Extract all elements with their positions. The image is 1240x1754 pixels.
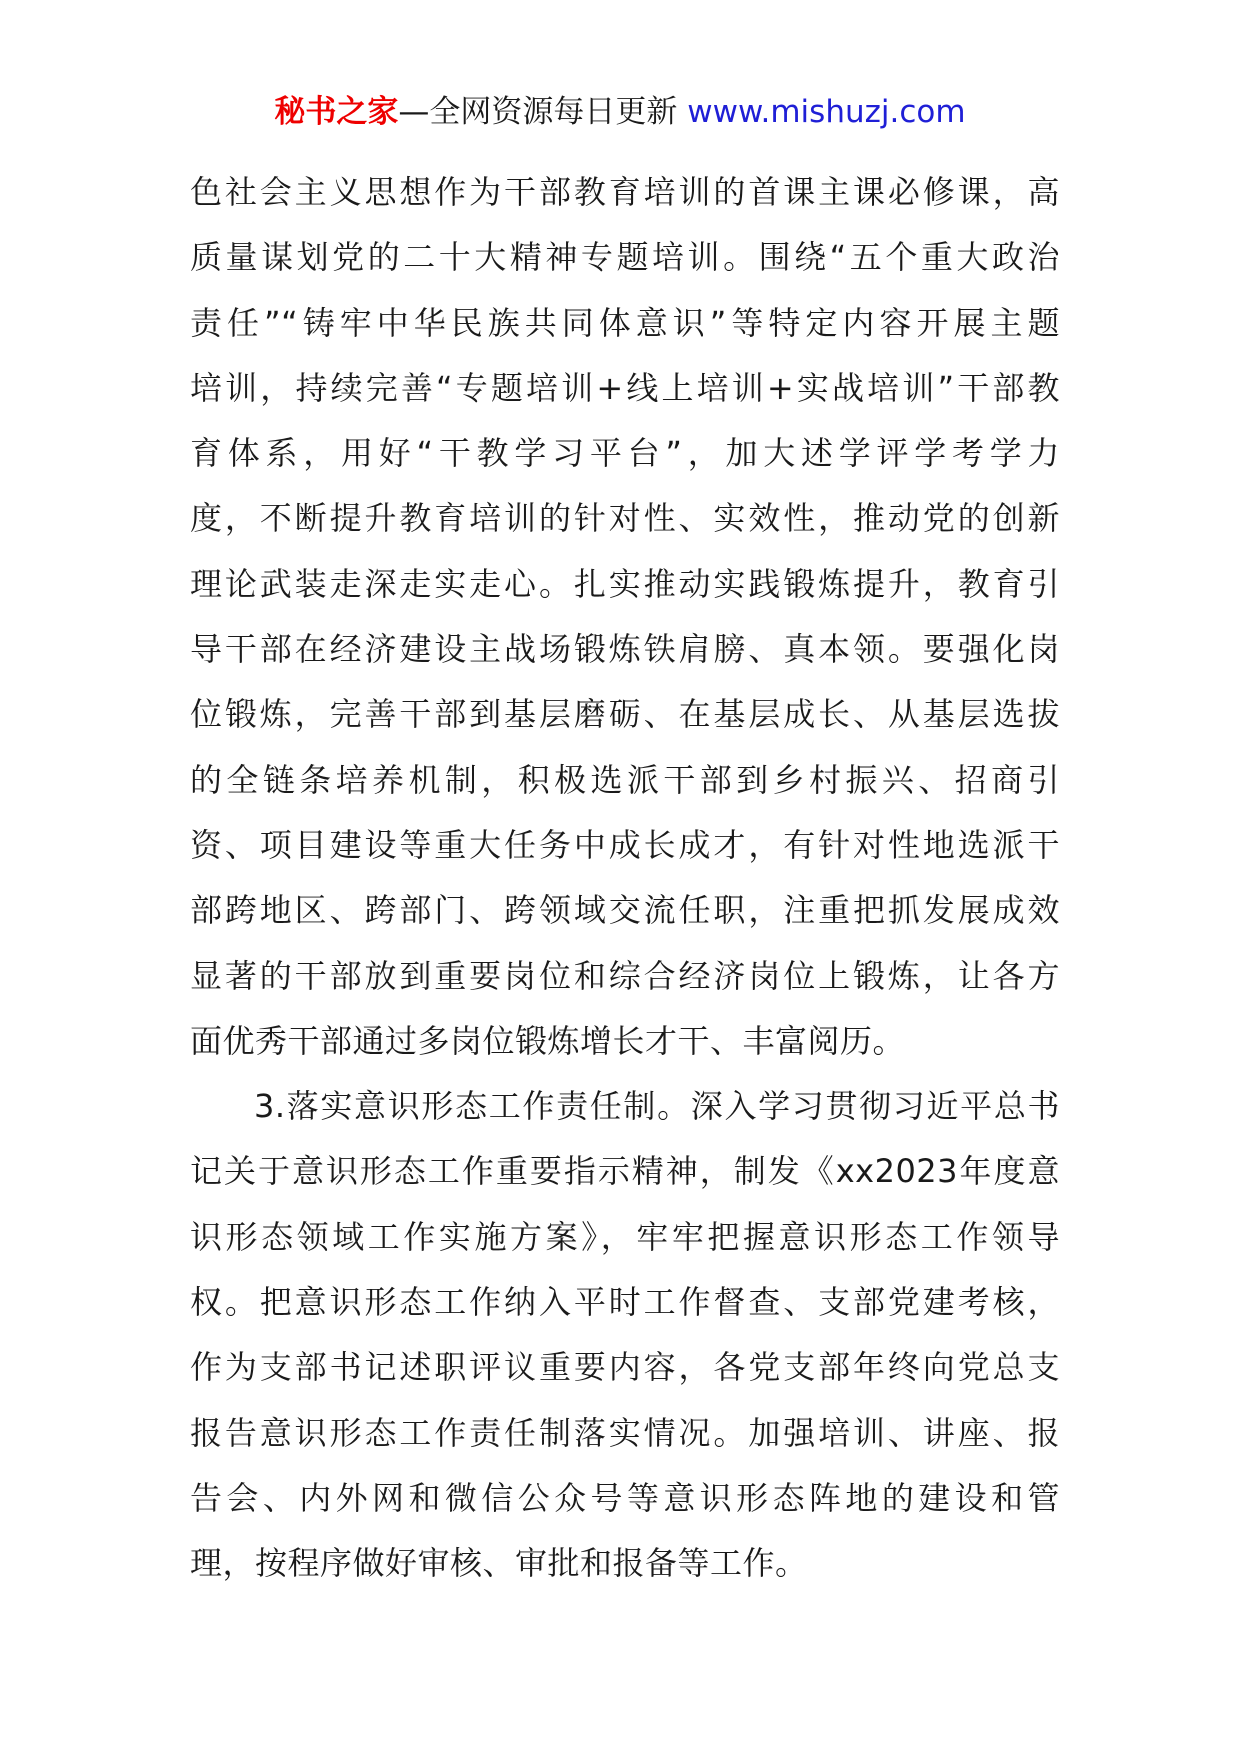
text-line: 报告意识形态工作责任制落实情况。加强培训、讲座、报 [190, 1413, 1060, 1452]
text-line: 资、项目建设等重大任务中成长成才，有针对性地选派干 [190, 825, 1060, 864]
text-line: 导干部在经济建设主战场锻炼铁肩膀、真本领。要强化岗 [190, 630, 1060, 669]
text-line: 告会、内外网和微信公众号等意识形态阵地的建设和管 [190, 1478, 1060, 1517]
document-body [190, 160, 1060, 1597]
brand-name: 秘书之家 [274, 94, 399, 130]
text-line: 培训，持续完善“专题培训+线上培训+实战培训”干部教 [190, 368, 1060, 407]
text-line: 位锻炼，完善干部到基层磨砺、在基层成长、从基层选拔 [190, 695, 1060, 734]
text-line: 识形态领域工作实施方案》，牢牢把握意识形态工作领导 [190, 1217, 1060, 1256]
paragraph-last-line: 理，按程序做好审核、审批和报备等工作。 [190, 1544, 808, 1583]
text-line: 理论武装走深走实走心。扎实推动实践锻炼提升，教育引 [190, 564, 1060, 603]
section-3-heading-line: 3.落实意识形态工作责任制。深入学习贯彻习近平总书 [254, 1087, 1060, 1126]
text-line: 责任”“铸牢中华民族共同体意识”等特定内容开展主题 [190, 303, 1060, 342]
header-tagline: —全网资源每日更新 [398, 94, 688, 130]
paragraph-last-line: 面优秀干部通过多岗位锻炼增长才干、丰富阅历。 [190, 1021, 906, 1060]
text-line: 的全链条培养机制，积极选派干部到乡村振兴、招商引 [190, 760, 1060, 799]
page-header [0, 92, 1240, 132]
text-line: 显著的干部放到重要岗位和综合经济岗位上锻炼，让各方 [190, 956, 1060, 995]
text-line: 质量谋划党的二十大精神专题培训。围绕“五个重大政治 [190, 238, 1060, 277]
text-line: 权。把意识形态工作纳入平时工作督查、支部党建考核， [190, 1283, 1060, 1322]
text-line: 色社会主义思想作为干部教育培训的首课主课必修课，高 [190, 173, 1060, 211]
text-line: 度，不断提升教育培训的针对性、实效性，推动党的创新 [190, 499, 1060, 538]
text-line: 作为支部书记述职评议重要内容，各党支部年终向党总支 [190, 1348, 1060, 1387]
text-line: 部跨地区、跨部门、跨领域交流任职，注重把抓发展成效 [190, 891, 1060, 930]
text-line: 记关于意识形态工作重要指示精神，制发《xx2023年度意 [190, 1152, 1060, 1191]
site-url-link[interactable]: www.mishuzj.com [687, 94, 966, 130]
text-line: 育体系，用好“干教学习平台”，加大述学评学考学力 [190, 434, 1060, 473]
